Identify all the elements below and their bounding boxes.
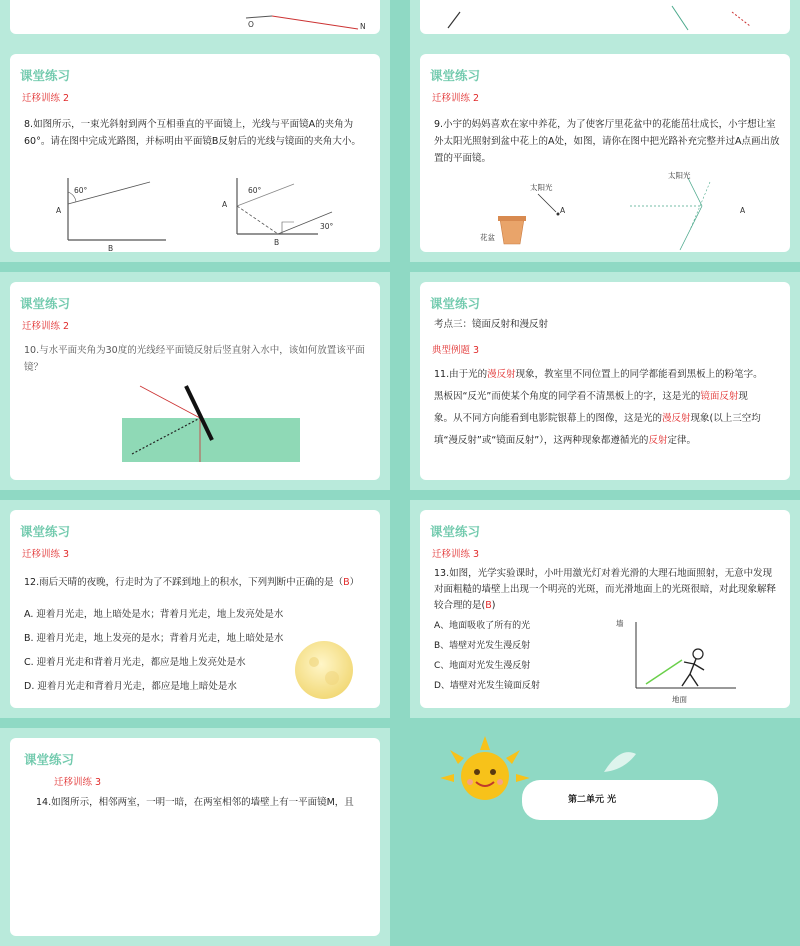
text-part: 现 xyxy=(738,391,748,402)
exercise-tag: 迁移训练 3 xyxy=(22,549,70,560)
f2-angle-30: 30° xyxy=(320,222,334,231)
option-d[interactable]: D、墙壁对光发生镜面反射 xyxy=(434,681,540,691)
question-line-4 xyxy=(434,432,780,449)
label-o: O xyxy=(248,20,254,29)
topic-title: 考点三：镜面反射和漫反射 xyxy=(434,319,549,330)
question-text: 8.如图所示，一束光斜射到两个互相垂直的平面镜上，光线与平面镜A的夹角为60°。请在图中完成光路图，并标明由平面镜B反射后的光线与镜面的夹角大小。 xyxy=(24,119,361,147)
slide-top-left xyxy=(0,0,390,44)
section-title: 课堂练习 xyxy=(20,296,71,311)
answer-blank: 漫反射 xyxy=(662,413,691,424)
laser-diagram xyxy=(420,510,790,708)
slide-q9 xyxy=(410,44,800,262)
text-part: 11.由于光的 xyxy=(434,369,488,380)
f1-label-a: A xyxy=(56,206,62,215)
section-title: 课堂练习 xyxy=(430,68,481,83)
ray-diagram xyxy=(420,0,790,34)
slide-card xyxy=(10,738,380,936)
leaf-icon xyxy=(600,746,640,776)
section-title: 课堂练习 xyxy=(430,296,481,311)
example-tag: 典型例题 3 xyxy=(432,345,480,356)
text-part: ) xyxy=(491,600,496,611)
slide-q12 xyxy=(0,500,390,718)
slide-unit-cover xyxy=(410,728,800,946)
wall-label: 墙 xyxy=(616,619,624,628)
slide-q10 xyxy=(0,272,390,490)
exercise-tag: 迁移训练 3 xyxy=(432,549,480,560)
answer-blank: 反射 xyxy=(648,435,668,446)
text-part: 象。从不同方向能看到电影院银幕上的图像，这是光的 xyxy=(434,413,663,424)
option-b[interactable]: B、墙壁对光发生漫反射 xyxy=(434,641,531,651)
slide-q13 xyxy=(410,500,800,718)
question-text xyxy=(24,574,370,591)
floor-label: 地面 xyxy=(672,695,687,704)
unit-title: 第二单元 光 xyxy=(568,795,617,805)
option-b[interactable]: B. 迎着月光走，地上发亮的是水；背着月光走，地上暗处是水 xyxy=(24,633,284,644)
exercise-tag: 迁移训练 2 xyxy=(432,93,480,104)
text-part: 现象，教室里不同位置上的同学都能看到黑板上的粉笔字。 xyxy=(515,369,763,380)
point-a-left: A xyxy=(560,206,566,215)
f2-label-b: B xyxy=(274,238,280,247)
point-a-right: A xyxy=(740,206,746,215)
slide-card xyxy=(10,510,380,708)
sunlight-diagram-right xyxy=(420,54,790,252)
cover-card xyxy=(522,780,718,820)
slide-q14 xyxy=(0,728,390,946)
ray-diagram xyxy=(10,0,380,34)
flower-pot-label: 花盆 xyxy=(480,233,495,242)
slide-card xyxy=(420,54,790,252)
exercise-tag: 迁移训练 3 xyxy=(54,777,102,788)
question-text: 9.小宇的妈妈喜欢在家中养花，为了使客厅里花盆中的花能茁壮成长，小宇想让室外太阳光照射到盆中花上的A处，如图，请你在图中把光路补充完整并过A点画出放置的平面镜。 xyxy=(434,119,780,164)
moon-icon xyxy=(294,640,354,700)
answer-blank: 漫反射 xyxy=(487,369,516,380)
question-line-2 xyxy=(434,388,780,405)
text-part: 现象(以上三空均 xyxy=(690,413,761,424)
sunlight-label-left: 太阳光 xyxy=(530,183,553,192)
answer: B xyxy=(485,600,492,611)
f2-angle-60: 60° xyxy=(248,186,262,195)
label-n: N xyxy=(360,22,366,31)
exercise-tag: 迁移训练 2 xyxy=(22,321,70,332)
option-c[interactable]: C. 迎着月光走和背着月光走，都应是地上发亮处是水 xyxy=(24,657,246,668)
sunlight-label-right: 太阳光 xyxy=(668,171,691,180)
slide-q11 xyxy=(410,272,800,490)
option-a[interactable]: A、地面吸收了所有的光 xyxy=(434,621,531,631)
slide-top-right xyxy=(410,0,800,44)
section-title: 课堂练习 xyxy=(20,524,71,539)
slide-card xyxy=(420,282,790,480)
slide-q8 xyxy=(0,44,390,262)
text-part: 黑板因“反光”而使某个角度的同学看不清黑板上的字，这是光的 xyxy=(434,391,701,402)
exercise-tag: 迁移训练 2 xyxy=(22,93,70,104)
slide-card xyxy=(420,510,790,708)
text-part: 填“漫反射”或“镜面反射”），这两种现象都遵循光的 xyxy=(434,435,649,446)
question-text: 14.如图所示，相邻两室，一明一暗，在两室相邻的墙壁上有一平面镜M，且 xyxy=(36,797,354,808)
text-part: 定律。 xyxy=(667,435,696,446)
question-text: 10.与水平面夹角为30度的光线经平面镜反射后竖直射入水中，该如何放置该平面镜？ xyxy=(24,345,365,373)
answer-blank: 镜面反射 xyxy=(700,391,739,402)
section-title: 课堂练习 xyxy=(20,68,71,83)
text-part: ） xyxy=(349,577,360,588)
slide-card xyxy=(10,282,380,480)
question-line-3 xyxy=(434,410,780,427)
f1-label-b: B xyxy=(108,244,114,253)
answer: B xyxy=(343,577,350,588)
option-c[interactable]: C、地面对光发生漫反射 xyxy=(434,661,531,671)
slide-card xyxy=(420,0,790,34)
question-line-1 xyxy=(434,366,780,383)
option-d[interactable]: D. 迎着月光走和背着月光走，都应是地上暗处是水 xyxy=(24,681,237,692)
option-a[interactable]: A. 迎着月光走，地上暗处是水；背着月光走，地上发亮处是水 xyxy=(24,609,284,620)
f2-label-a: A xyxy=(222,200,228,209)
slide-card xyxy=(10,54,380,252)
section-title: 课堂练习 xyxy=(430,524,481,539)
text-part: 13.如图，光学实验课时，小叶用激光灯对着光滑的大理石地面照射，无意中发现对面粗糙的墙壁上出现一个明亮的光斑，而光滑地面上的光斑很暗，对此现象解释较合理的是( xyxy=(434,568,777,611)
water-mirror-diagram xyxy=(10,282,380,480)
slide-card xyxy=(10,0,380,34)
section-title: 课堂练习 xyxy=(24,752,75,767)
text-part: 12.雨后天晴的夜晚，行走时为了不踩到地上的积水，下列判断中正确的是（ xyxy=(24,577,344,588)
f1-angle: 60° xyxy=(74,186,88,195)
